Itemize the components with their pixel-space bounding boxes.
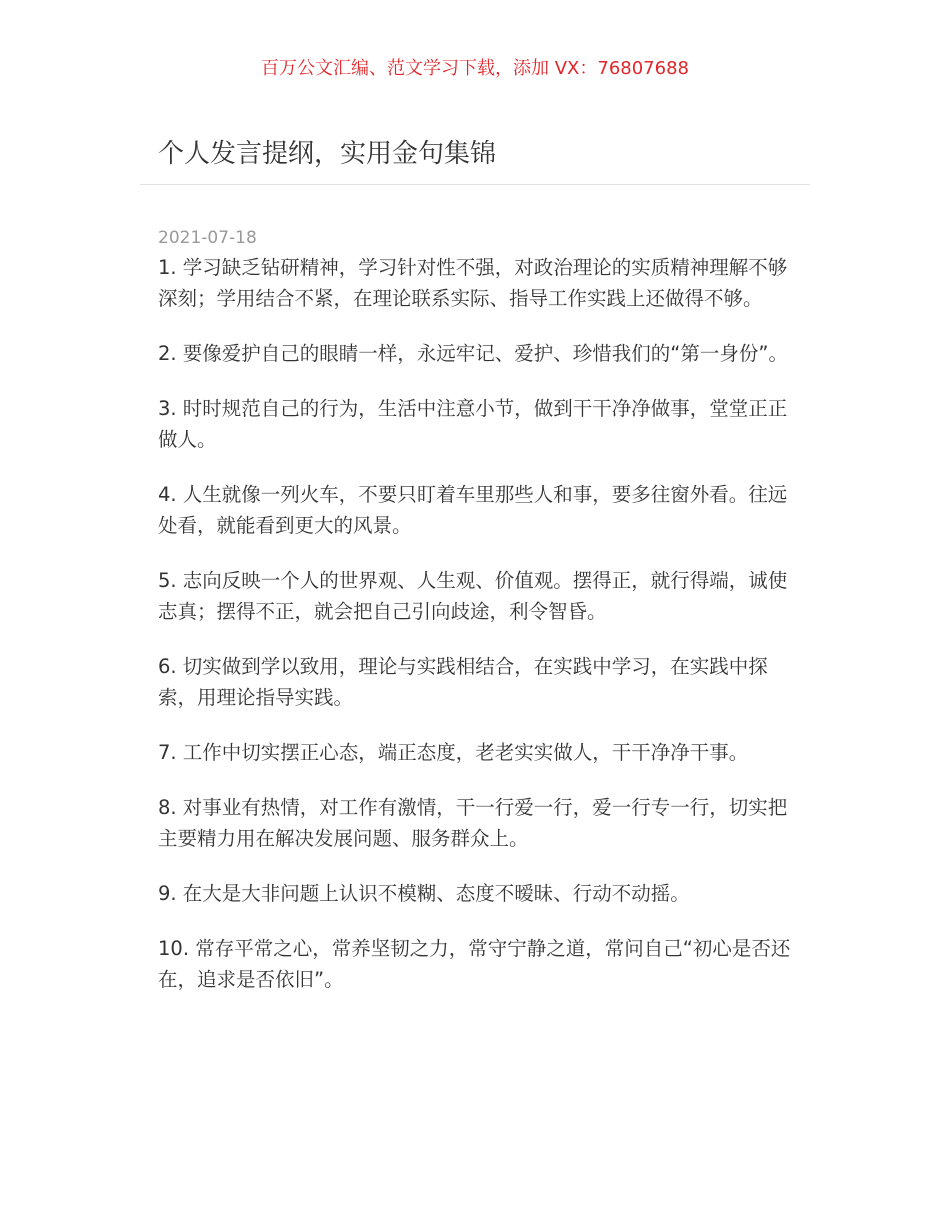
title-divider bbox=[140, 184, 810, 185]
list-item: 8. 对事业有热情，对工作有激情，干一行爱一行，爱一行专一行，切实把主要精力用在解决发展问题、服务群众上。 bbox=[158, 796, 788, 850]
promo-banner: 百万公文汇编、范文学习下载，添加 VX：76807688 bbox=[261, 58, 689, 79]
list-item: 4. 人生就像一列火车，不要只盯着车里那些人和事，要多往窗外看。往远处看，就能看到更大的风景。 bbox=[158, 483, 788, 537]
page-title: 个人发言提纲，实用金句集锦 bbox=[158, 139, 497, 169]
list-item: 10. 常存平常之心，常养坚韧之力，常守宁静之道，常问自己“初心是否还在，追求是否依旧”。 bbox=[158, 937, 791, 991]
list-item: 9. 在大是大非问题上认识不模糊、态度不暧昧、行动不动摇。 bbox=[158, 882, 690, 905]
publish-date: 2021-07-18 bbox=[158, 228, 257, 248]
list-item: 7. 工作中切实摆正心态，端正态度，老老实实做人，干干净净干事。 bbox=[158, 741, 749, 764]
list-item: 5. 志向反映一个人的世界观、人生观、价值观。摆得正，就行得端，诚使志真；摆得不正，就会把自己引向歧途，利令智昏。 bbox=[158, 569, 788, 623]
list-item: 6. 切实做到学以致用，理论与实践相结合，在实践中学习，在实践中探索，用理论指导实践。 bbox=[158, 655, 768, 709]
list-item: 3. 时时规范自己的行为，生活中注意小节，做到干干净净做事，堂堂正正做人。 bbox=[158, 397, 788, 451]
article-body bbox=[158, 252, 794, 1019]
list-item: 1. 学习缺乏钻研精神，学习针对性不强，对政治理论的实质精神理解不够深刻；学用结合不紧，在理论联系实际、指导工作实践上还做得不够。 bbox=[158, 256, 788, 310]
list-item: 2. 要像爱护自己的眼睛一样，永远牢记、爱护、珍惜我们的“第一身份”。 bbox=[158, 342, 789, 365]
